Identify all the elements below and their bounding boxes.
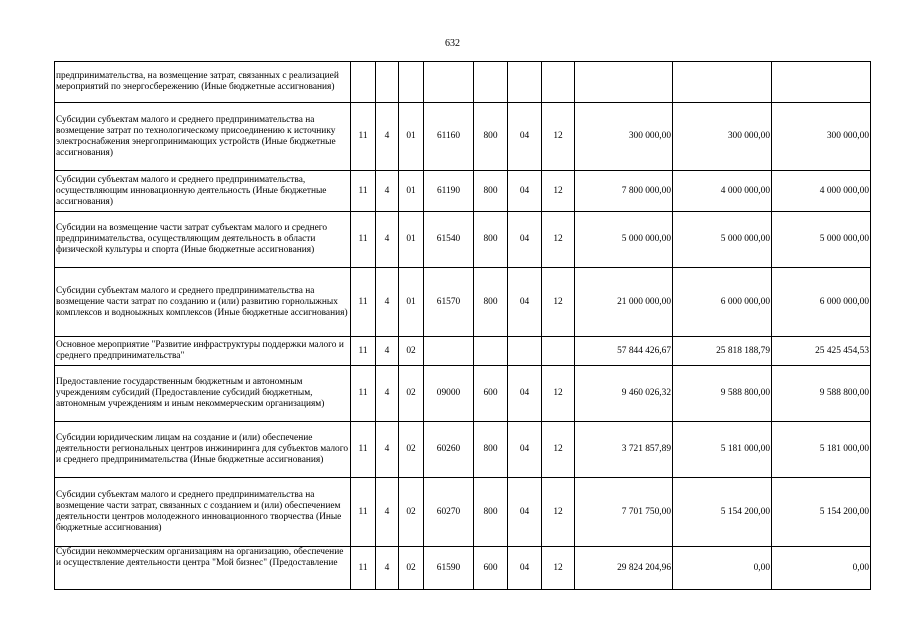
expense-type-code: 800 [474,212,508,268]
chapter-code: 04 [508,103,542,171]
direction-code: 09000 [424,366,474,422]
amount-year-1: 3 721 857,89 [575,422,673,478]
direction-code: 61540 [424,212,474,268]
activity-code: 02 [399,337,424,366]
activity-code: 01 [399,212,424,268]
amount-year-1: 57 844 426,67 [575,337,673,366]
table-row [55,547,871,590]
amount-year-1: 300 000,00 [575,103,673,171]
section-code: 11 [351,547,376,590]
subsection-code: 12 [542,547,575,590]
amount-year-3: 9 588 800,00 [772,366,871,422]
section-code: 11 [351,171,376,212]
amount-year-3: 25 425 454,53 [772,337,871,366]
activity-code: 01 [399,171,424,212]
row-description: Предоставление государственным бюджетным и автономным учреждениям субсидий (Предоставление субсидий бюджетным, автономным учреждениям и иным некоммерческим организациям) [55,366,351,422]
subsection-code: 12 [542,422,575,478]
amount-year-3: 6 000 000,00 [772,268,871,337]
activity-code: 02 [399,547,424,590]
direction-code [424,62,474,103]
row-description: Основное мероприятие "Развитие инфраструктуры поддержки малого и среднего предпринимательства" [55,337,351,366]
amount-year-2: 4 000 000,00 [673,171,772,212]
chapter-code: 04 [508,547,542,590]
row-description: Субсидии субъектам малого и среднего предпринимательства на возмещение части затрат по созданию и (или) развитию горнолыжных комплексов и водноыжных комплексов (Иные бюджетные ассигнования) [55,268,351,337]
amount-year-1: 7 701 750,00 [575,478,673,547]
chapter-code [508,337,542,366]
amount-year-2: 25 818 188,79 [673,337,772,366]
table-row [55,268,871,337]
direction-code [424,337,474,366]
row-description: Субсидии субъектам малого и среднего предпринимательства, осуществляющим инновационную деятельность (Иные бюджетные ассигнования) [55,171,351,212]
amount-year-2: 0,00 [673,547,772,590]
direction-code: 60270 [424,478,474,547]
subsection-code: 12 [542,268,575,337]
subprogram-code: 4 [376,103,399,171]
amount-year-2: 5 000 000,00 [673,212,772,268]
subsection-code: 12 [542,478,575,547]
subprogram-code: 4 [376,212,399,268]
direction-code: 61590 [424,547,474,590]
amount-year-3: 0,00 [772,547,871,590]
amount-year-3: 300 000,00 [772,103,871,171]
amount-year-1: 5 000 000,00 [575,212,673,268]
activity-code: 01 [399,268,424,337]
subsection-code: 12 [542,366,575,422]
direction-code: 61160 [424,103,474,171]
section-code: 11 [351,212,376,268]
activity-code: 02 [399,422,424,478]
amount-year-3: 4 000 000,00 [772,171,871,212]
chapter-code: 04 [508,268,542,337]
subsection-code [542,337,575,366]
chapter-code: 04 [508,478,542,547]
table-row [55,422,871,478]
row-description: Субсидии некоммерческим организациям на организацию, обеспечение и осуществление деятельности центра "Мой бизнес" (Предоставление [55,547,351,590]
expense-type-code: 600 [474,366,508,422]
amount-year-1: 21 000 000,00 [575,268,673,337]
section-code: 11 [351,422,376,478]
activity-code [399,62,424,103]
row-description: Субсидии на возмещение части затрат субъектам малого и среднего предпринимательства, осуществляющим деятельность в области физической культуры и спорта (Иные бюджетные ассигнования) [55,212,351,268]
direction-code: 61190 [424,171,474,212]
direction-code: 61570 [424,268,474,337]
table-row [55,366,871,422]
table-row [55,62,871,103]
amount-year-1: 7 800 000,00 [575,171,673,212]
activity-code: 01 [399,103,424,171]
chapter-code: 04 [508,366,542,422]
expense-type-code: 800 [474,422,508,478]
direction-code: 60260 [424,422,474,478]
budget-table [54,61,871,590]
table-row [55,337,871,366]
chapter-code: 04 [508,422,542,478]
subprogram-code: 4 [376,171,399,212]
section-code: 11 [351,268,376,337]
page-number: 632 [445,38,460,49]
subprogram-code: 4 [376,422,399,478]
subprogram-code: 4 [376,478,399,547]
amount-year-1: 29 824 204,96 [575,547,673,590]
amount-year-2 [673,62,772,103]
amount-year-3: 5 154 200,00 [772,478,871,547]
subsection-code [542,62,575,103]
amount-year-1 [575,62,673,103]
row-description: предпринимательства, на возмещение затрат, связанных с реализацией мероприятий по энергосбережению (Иные бюджетные ассигнования) [55,62,351,103]
table-row [55,103,871,171]
chapter-code: 04 [508,212,542,268]
subprogram-code: 4 [376,268,399,337]
table-body [55,62,871,590]
expense-type-code: 800 [474,268,508,337]
subprogram-code: 4 [376,547,399,590]
amount-year-3: 5 000 000,00 [772,212,871,268]
amount-year-2: 300 000,00 [673,103,772,171]
expense-type-code: 800 [474,103,508,171]
chapter-code: 04 [508,171,542,212]
row-description: Субсидии юридическим лицам на создание и (или) обеспечение деятельности региональных центров инжиниринга для субъектов малого и среднего предпринимательства (Иные бюджетные ассигнования) [55,422,351,478]
subprogram-code [376,62,399,103]
expense-type-code [474,337,508,366]
amount-year-2: 9 588 800,00 [673,366,772,422]
section-code: 11 [351,366,376,422]
table-row [55,171,871,212]
amount-year-2: 5 181 000,00 [673,422,772,478]
subsection-code: 12 [542,171,575,212]
subsection-code: 12 [542,212,575,268]
expense-type-code: 800 [474,171,508,212]
row-description: Субсидии субъектам малого и среднего предпринимательства на возмещение части затрат, связанных с созданием и (или) обеспечением деятельности центров молодежного инновационного творчества (Иные бюджетные ассигнования) [55,478,351,547]
expense-type-code [474,62,508,103]
section-code: 11 [351,103,376,171]
activity-code: 02 [399,478,424,547]
subprogram-code: 4 [376,337,399,366]
section-code: 11 [351,478,376,547]
activity-code: 02 [399,366,424,422]
section-code [351,62,376,103]
chapter-code [508,62,542,103]
row-description: Субсидии субъектам малого и среднего предпринимательства на возмещение затрат по технологическому присоединению к источнику электроснабжения энергопринимающих устройств (Иные бюджетные ассигнования) [55,103,351,171]
table-row [55,212,871,268]
section-code: 11 [351,337,376,366]
subprogram-code: 4 [376,366,399,422]
subsection-code: 12 [542,103,575,171]
expense-type-code: 800 [474,478,508,547]
table-row [55,478,871,547]
amount-year-2: 6 000 000,00 [673,268,772,337]
amount-year-1: 9 460 026,32 [575,366,673,422]
amount-year-2: 5 154 200,00 [673,478,772,547]
expense-type-code: 600 [474,547,508,590]
amount-year-3: 5 181 000,00 [772,422,871,478]
amount-year-3 [772,62,871,103]
